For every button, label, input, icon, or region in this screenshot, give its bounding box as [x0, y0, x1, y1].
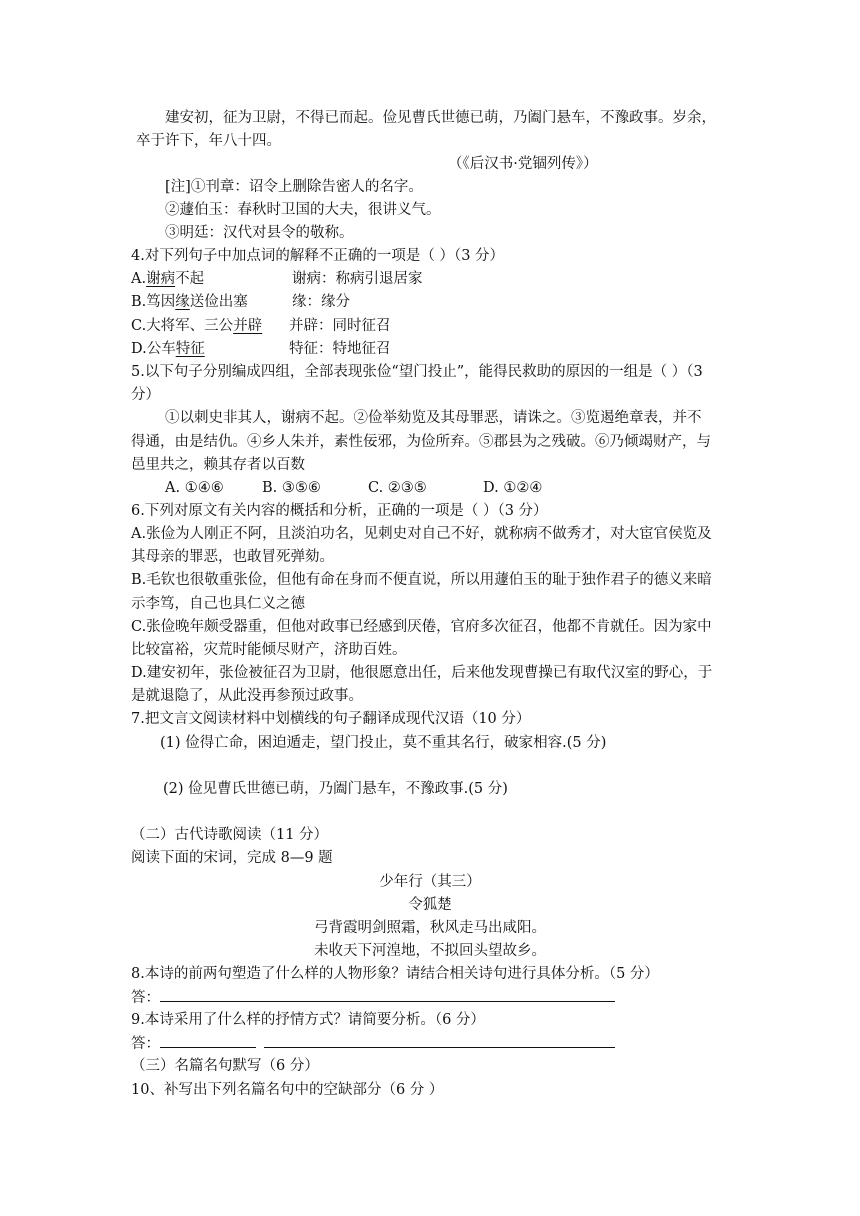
note-2: ②蘧伯玉：春秋时卫国的大夫，很讲义气。 — [165, 202, 441, 218]
q4-d-explain: 特征：特地征召 — [289, 341, 391, 357]
q8-stem: 8.本诗的前两句塑造了什么样的人物形象？请结合相关诗句进行具体分析。（5 分） — [131, 966, 659, 982]
q6-b-line-1: B.毛钦也很敬重张俭，但他有命在身而不便直说，所以用蘧伯玉的耻于独作君子的德义来暗 — [131, 572, 712, 588]
q4-stem: 4.对下列句子中加点词的解释不正确的一项是（ ）（3 分） — [131, 248, 505, 264]
q5-body-line-2: 得通，由是结仇。④乡人朱并，素性佞邪，为俭所弃。⑤郡县为之残破。⑥乃倾竭财产，与 — [131, 434, 711, 450]
q6-stem: 6.下列对原文有关内容的概括和分析，正确的一项是（ ）（3 分） — [131, 503, 548, 519]
q9-answer-blank-long[interactable] — [264, 1033, 615, 1048]
poem-title: 少年行（其三） — [379, 874, 481, 890]
q4-c-prefix: C.大将军、三公 — [131, 318, 234, 334]
q6-a-line-1: A.张俭为人刚正不阿，且淡泊功名，见刺史对自己不好，就称病不做秀才，对大宦官侯览及 — [131, 526, 712, 542]
q9-answer-blank-short[interactable] — [160, 1033, 256, 1048]
q4-a-word: 谢病 — [146, 271, 176, 287]
q4-c-word: 并辟 — [233, 318, 263, 334]
q5-stem-line-1: 5.以下句子分别编成四组，全部表现张俭“望门投止”，能得民救助的原因的一组是（ ）（3 — [131, 364, 703, 380]
q6-d-line-1: D.建安初年，张俭被征召为卫尉，他很愿意出任，后来他发现曹操已有取代汉室的野心，于 — [131, 665, 713, 681]
q10-stem: 10、补写出下列名篇名句中的空缺部分（6 分 ） — [131, 1082, 444, 1098]
q9-stem: 9.本诗采用了什么样的抒情方式？请简要分析。（6 分） — [131, 1012, 485, 1028]
q5-choice-a: A. ①④⑥ — [165, 480, 224, 496]
q4-a-rest: 不起 — [175, 271, 205, 287]
q9-answer-row — [131, 1033, 615, 1054]
note-1: [注]①刊章：诏令上删除告密人的名字。 — [165, 179, 423, 195]
q6-c-line-1: C.张俭晚年颇受器重，但他对政事已经感到厌倦，官府多次征召，他都不肯就任。因为家中 — [131, 619, 712, 635]
q4-option-d — [131, 339, 205, 359]
q4-d-word: 特征 — [175, 341, 205, 357]
q4-option-c — [131, 316, 262, 336]
q6-a-line-2: 其母亲的罪恶，也敢冒死弹劾。 — [131, 549, 334, 565]
passage-line-1: 建安初，征为卫尉，不得已而起。俭见曹氏世德已萌，乃阖门悬车，不豫政事。岁余， — [165, 110, 716, 126]
q5-body-line-1: ①以刺史非其人，谢病不起。②俭举劾览及其母罪恶，请诛之。③览遏绝章表，并不 — [165, 410, 702, 426]
q4-a-prefix: A. — [131, 271, 147, 287]
q4-a-explain: 谢病：称病引退居家 — [292, 271, 423, 287]
q4-b-word: 缘 — [175, 294, 190, 310]
q7-sentence-2: (2) 俭见曹氏世德已萌，乃阖门悬车，不豫政事.(5 分) — [163, 781, 508, 797]
q4-option-a — [131, 269, 204, 289]
q4-b-explain: 缘：缘分 — [292, 294, 350, 310]
poem-line-2: 未收天下河湟地，不拟回头望故乡。 — [314, 943, 546, 959]
q7-stem: 7.把文言文阅读材料中划横线的句子翻译成现代汉语（10 分） — [131, 711, 531, 727]
poem-line-1: 弓背霞明剑照霜，秋风走马出咸阳。 — [314, 920, 546, 936]
q5-body-line-3: 邑里共之，赖其存者以百数 — [131, 457, 305, 473]
q8-answer-label: 答： — [131, 990, 160, 1006]
passage-source: （《后汉书·党锢列传》） — [448, 156, 598, 172]
q9-answer-label: 答： — [131, 1036, 160, 1052]
q5-stem-line-2: 分） — [131, 387, 160, 403]
q8-answer-row — [131, 987, 615, 1008]
q6-c-line-2: 比较富裕，灾荒时能倾尽财产，济助百姓。 — [131, 642, 407, 658]
q4-b-prefix: B.笃因 — [131, 294, 176, 310]
q4-option-b — [131, 292, 248, 312]
poem-author: 令狐楚 — [408, 897, 452, 913]
section2-heading: （二）古代诗歌阅读（11 分） — [131, 827, 329, 843]
q8-answer-blank[interactable] — [160, 987, 615, 1002]
q4-c-explain: 并辟：同时征召 — [289, 318, 391, 334]
q5-choice-c: C. ②③⑤ — [368, 480, 427, 496]
q7-sentence-1: (1) 俭得亡命，困迫遁走，望门投止，莫不重其名行，破家相容.(5 分) — [160, 735, 607, 751]
q6-d-line-2: 是就退隐了，从此没再参预过政事。 — [131, 688, 363, 704]
note-3: ③明廷：汉代对县令的敬称。 — [165, 225, 354, 241]
q4-b-rest: 送俭出塞 — [189, 294, 248, 310]
section3-heading: （三）名篇名句默写（6 分） — [131, 1058, 319, 1074]
q6-b-line-2: 示李笃，自己也具仁义之德 — [131, 596, 305, 612]
q4-d-prefix: D.公车 — [131, 341, 176, 357]
q5-choice-b: B. ③⑤⑥ — [262, 480, 321, 496]
q5-choice-d: D. ①②④ — [483, 480, 543, 496]
section2-intro: 阅读下面的宋词，完成 8—9 题 — [131, 850, 333, 866]
passage-line-2: 卒于许下，年八十四。 — [136, 133, 281, 149]
